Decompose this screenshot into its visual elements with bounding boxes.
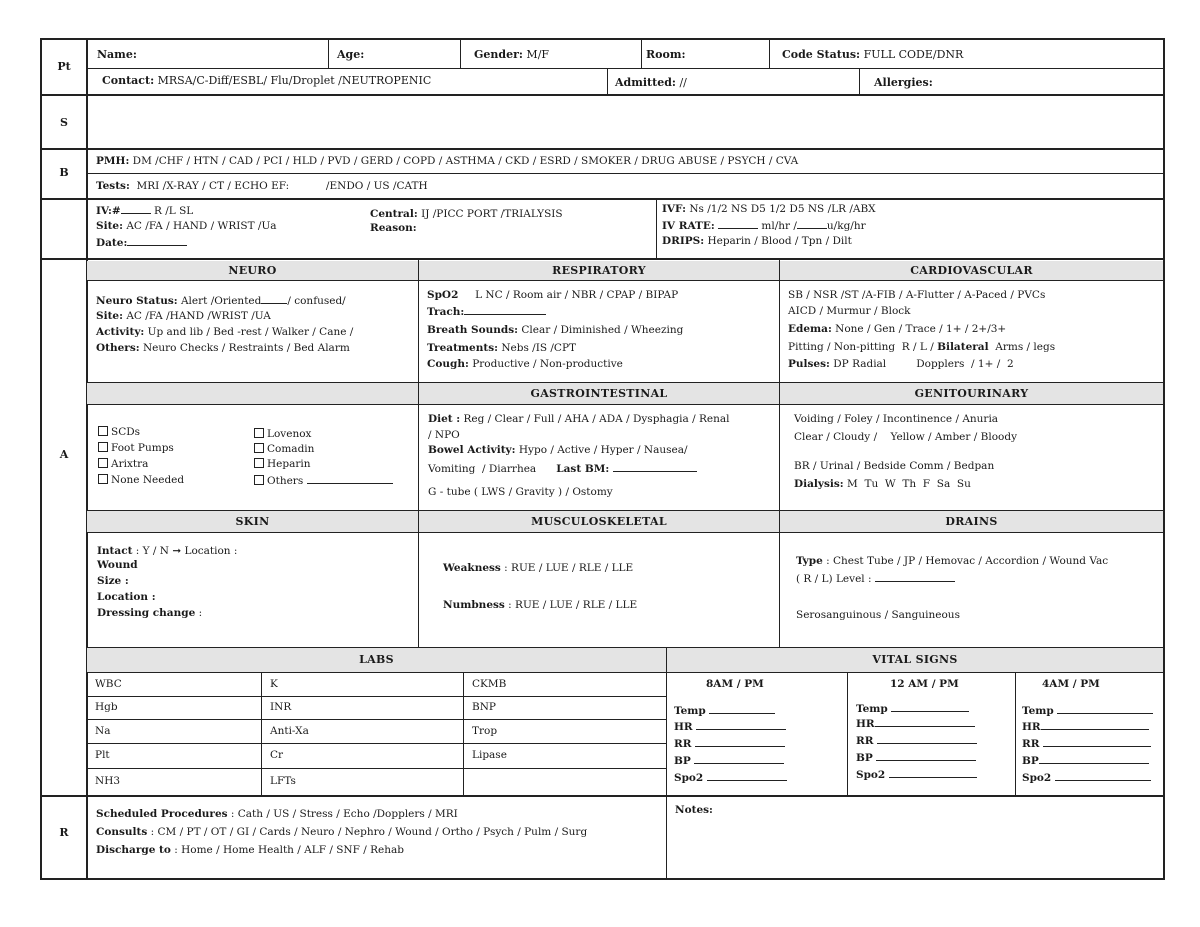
cardio-bilateral-label: Bilateral [937,341,989,353]
scheduled-procedures [96,808,458,821]
neuro-header: NEURO [87,261,418,280]
gu-dialysis-value: M Tu W Th F Sa Su [843,478,971,490]
skin-intact [97,545,237,558]
dvt-checkbox-arixtra[interactable] [98,458,148,471]
central-label: Central: [370,208,418,220]
checkbox-icon[interactable] [98,426,108,436]
admitted-value: // [675,76,687,89]
dvt-checkbox-comadin[interactable] [254,443,314,456]
drains-level [796,572,955,586]
cardio-pitting [788,341,1055,354]
admitted-field [615,76,687,89]
contact-field [102,74,431,87]
cardio-pulses [788,358,1014,371]
scheduled-procedures-value: : Cath / US / Stress / Echo /Dopplers / MRI [227,808,458,820]
vitals-field: RR [856,734,977,748]
lab-cell: NH3 [95,775,121,787]
vitals-field: BP [856,751,976,765]
gender-value: M/F [522,48,550,61]
section-s-label: S [60,116,68,129]
checkbox-icon[interactable] [254,428,264,438]
lab-cell: INR [270,701,292,713]
musc-numbness-label: Numbness [443,599,505,611]
gi-bowel [428,444,688,457]
lab-cell: Anti-Xa [270,725,309,737]
gi-diet [428,413,730,426]
vitals-field: Temp [674,704,775,718]
resp-treatments-value: Nebs /IS /CPT [497,342,577,354]
resp-spo2 [427,289,678,302]
cardio-edema-value: None / Gen / Trace / 1+ / 2+/3+ [831,323,1007,335]
resp-trach-label: Trach: [427,306,465,318]
drains-type [796,555,1108,568]
section-b-label: B [59,166,69,179]
neuro-others-value: Neuro Checks / Restraints / Bed Alarm [139,342,350,354]
checkbox-icon[interactable] [254,458,264,468]
gi-vomiting [428,462,697,476]
musc-numbness-value: : RUE / LUE / RLE / LLE [504,599,638,611]
labs-header: LABS [87,648,666,672]
musc-numbness [443,599,637,612]
tests-field [96,180,428,193]
code-status-field [782,48,963,61]
resp-spo2-label: SpO2 [427,289,459,301]
gu-color: Clear / Cloudy / Yellow / Amber / Bloody [794,431,1018,443]
iv-date-label: Date: [96,237,128,249]
skin-dressing [97,607,202,620]
drips-field [662,235,852,248]
resp-breath [427,324,683,337]
resp-breath-value: Clear / Diminished / Wheezing [518,324,684,336]
tests-label: Tests: [96,180,130,192]
dvt-checkbox-others[interactable] [254,474,393,488]
consults [96,826,587,839]
vitals-field: Temp [856,702,969,716]
gi-bowel-value: Hypo / Active / Hyper / Nausea/ [515,444,688,456]
contact-value: MRSA/C-Diff/ESBL/ Flu/Droplet /NEUTROPENIC [154,74,432,87]
reason-label: Reason: [370,222,417,234]
drains-level-label: ( R / L) Level : [796,573,872,585]
discharge-to-value: : Home / Home Health / ALF / SNF / Rehab [170,844,404,856]
iv-date-field [96,236,187,250]
tests-value: MRI /X-RAY / CT / ECHO EF: /ENDO / US /CATH [129,180,428,192]
lab-cell: LFTs [270,775,296,787]
pmh-label: PMH: [96,155,130,167]
discharge-to-label: Discharge to [96,844,171,856]
scheduled-procedures-label: Scheduled Procedures [96,808,228,820]
drips-label: DRIPS: [662,235,705,247]
gi-vomiting-value: Vomiting / Diarrhea [428,463,537,475]
gi-gtube: G - tube ( LWS / Gravity ) / Ostomy [428,486,613,498]
gi-diet-value: Reg / Clear / Full / AHA / ADA / Dysphagia / Renal [460,413,730,425]
neuro-others [96,342,350,355]
dvt-checkbox-foot-pumps[interactable] [98,442,174,455]
vitals-field: RR [1022,737,1151,751]
section-pt-label: Pt [57,60,71,73]
vitals-field: Spo2 [674,771,787,785]
dvt-header-blank [87,383,418,404]
resp-breath-label: Breath Sounds: [427,324,519,336]
dvt-left-label: SCDs [111,426,141,438]
dvt-right-label: Heparin [267,458,311,470]
gu-dialysis [794,478,971,491]
ivf-field [662,203,876,216]
neuro-status [96,294,346,308]
lab-cell: Plt [95,749,110,761]
notes-label: Notes: [675,804,713,816]
checkbox-icon[interactable] [98,458,108,468]
iv-number-value: R /L SL [150,205,194,217]
central-field [370,208,563,221]
dvt-right-label: Others [267,475,304,487]
skin-wound: Wound [97,559,138,571]
pmh-value: DM /CHF / HTN / CAD / PCI / HLD / PVD / GERD / COPD / ASTHMA / CKD / ESRD / SMOKER / DRUG ABUSE / PSYCH / CVA [129,155,799,167]
vitals-time-col1: 8AM / PM [706,678,764,690]
vitals-field: RR [674,737,785,751]
vitals-field: Spo2 [856,768,977,782]
gi-lastbm-label: Last BM: [556,463,610,475]
vitals-field: BP [674,754,784,768]
neuro-activity-label: Activity: [96,326,145,338]
checkbox-icon[interactable] [98,442,108,452]
iv-rate-label: IV RATE: [662,220,715,232]
report-sheet [40,38,1165,880]
name-label: Name: [97,48,137,61]
iv-number-label: IV:# [96,205,121,217]
dvt-left-label: Foot Pumps [111,442,174,454]
resp-cough [427,358,623,371]
consults-value: : CM / PT / OT / GI / Cards / Neuro / Nephro / Wound / Ortho / Psych / Pulm / Surg [147,826,588,838]
neuro-site-label: Site: [96,310,123,322]
gender-label: Gender: [474,48,523,61]
iv-rate-field [662,219,866,233]
respiratory-header: RESPIRATORY [419,261,779,280]
gu-voiding: Voiding / Foley / Incontinence / Anuria [794,413,999,425]
checkbox-icon[interactable] [98,474,108,484]
skin-dressing-value: : [195,607,203,619]
code-status-label: Code Status: [782,48,861,61]
vitals-time-col2: 12 AM / PM [890,678,959,690]
iv-rate-mid: ml/hr / [758,220,797,232]
lab-cell: WBC [95,678,122,690]
lab-cell: Cr [270,749,284,761]
lab-cell: BNP [472,701,496,713]
vitals-field: Temp [1022,704,1153,718]
lab-cell: Trop [472,725,498,737]
musc-weakness-value: : RUE / LUE / RLE / LLE [500,562,634,574]
iv-number-field [96,204,193,218]
admitted-label: Admitted: [615,76,676,89]
cardio-pulses-value: DP Radial Dopplers / 1+ / 2 [829,358,1014,370]
neuro-status-label: Neuro Status: [96,295,178,307]
musc-weakness [443,562,633,575]
resp-cough-label: Cough: [427,358,469,370]
resp-treatments-label: Treatments: [427,342,498,354]
skin-dressing-label: Dressing change [97,607,196,619]
musc-header: MUSCULOSKELETAL [419,511,779,532]
age-label: Age: [337,48,365,61]
dvt-right-label: Comadin [267,443,315,455]
gu-dialysis-label: Dialysis: [794,478,844,490]
iv-site-label: Site: [96,220,123,232]
neuro-others-label: Others: [96,342,140,354]
contact-label: Contact: [102,74,155,87]
dvt-checkbox-none-needed[interactable] [98,474,184,487]
section-a-label: A [59,448,69,461]
central-value: IJ /PICC PORT /TRIALYSIS [417,208,563,220]
gi-diet-label: Diet : [428,413,461,425]
lab-cell: Hgb [95,701,118,713]
musc-weakness-label: Weakness [443,562,501,574]
dvt-checkbox-scds[interactable] [98,426,140,439]
cardio-pulses-label: Pulses: [788,358,830,370]
skin-location: Location : [97,591,156,603]
drains-type-label: Type [796,555,823,567]
vitals-time-col3: 4AM / PM [1042,678,1100,690]
discharge-to [96,844,404,857]
cardio-devices: AICD / Murmur / Block [788,305,911,317]
gender-field [474,48,549,61]
drains-type-value: : Chest Tube / JP / Hemovac / Accordion / Wound Vac [822,555,1109,567]
vitals-field: Spo2 [1022,771,1151,785]
neuro-site [96,310,271,323]
vitals-field: HR [674,720,786,734]
neuro-status-value: Alert /Oriented [177,295,262,307]
resp-spo2-value: L NC / Room air / NBR / CPAP / BIPAP [475,289,679,301]
cardio-edema-label: Edema: [788,323,832,335]
dvt-checkbox-heparin[interactable] [254,458,311,471]
allergies-label: Allergies: [874,76,933,89]
dvt-checkbox-lovenox[interactable] [254,428,311,441]
drains-header: DRAINS [780,511,1163,532]
drains-serosanguinous: Serosanguinous / Sanguineous [796,609,960,621]
vitals-field: HR [856,717,975,731]
resp-treatments [427,342,576,355]
gu-header: GENITOURINARY [780,383,1163,404]
gi-diet-npo: / NPO [428,429,460,441]
resp-cough-value: Productive / Non-productive [468,358,623,370]
lab-cell: CKMB [472,678,507,690]
vitals-field: BP [1022,754,1149,768]
skin-size: Size : [97,575,129,587]
neuro-activity-value: Up and lib / Bed -rest / Walker / Cane / [144,326,354,338]
room-label: Room: [646,48,686,61]
checkbox-icon[interactable] [254,443,264,453]
lab-cell: Lipase [472,749,507,761]
skin-intact-value: : Y / N ➞ Location : [132,545,238,557]
dvt-right-label: Lovenox [267,428,312,440]
neuro-site-value: AC /FA /HAND /WRIST /UA [122,310,271,322]
cardio-header: CARDIOVASCULAR [780,261,1163,280]
vitals-header: VITAL SIGNS [667,648,1163,672]
consults-label: Consults [96,826,148,838]
lab-cell: Na [95,725,111,737]
pmh-field [96,155,798,168]
ivf-label: IVF: [662,203,687,215]
gi-bowel-label: Bowel Activity: [428,444,516,456]
cardio-edema [788,323,1006,336]
cardio-rhythm: SB / NSR /ST /A-FIB / A-Flutter / A-Paced / PVCs [788,289,1046,301]
gi-header: GASTROINTESTINAL [419,383,779,404]
gu-collection: BR / Urinal / Bedside Comm / Bedpan [794,460,995,472]
dvt-left-label: Arixtra [111,458,149,470]
skin-intact-label: Intact [97,545,133,557]
ivf-value: Ns /1/2 NS D5 1/2 D5 NS /LR /ABX [686,203,876,215]
neuro-status-tail: / confused/ [287,295,346,307]
section-r-label: R [59,826,69,839]
iv-site-value: AC /FA / HAND / WRIST /Ua [122,220,277,232]
iv-site-field [96,220,277,233]
skin-header: SKIN [87,511,418,532]
iv-rate-unit: u/kg/hr [826,220,866,232]
cardio-bilateral-tail: Arms / legs [988,341,1056,353]
vitals-field: HR [1022,720,1149,734]
lab-cell: K [270,678,278,690]
dvt-left-label: None Needed [111,474,185,486]
code-status-value: FULL CODE/DNR [860,48,964,61]
resp-trach [427,305,546,319]
drips-value: Heparin / Blood / Tpn / Dilt [704,235,852,247]
checkbox-icon[interactable] [254,475,264,485]
neuro-activity [96,326,353,339]
cardio-pitting-value: Pitting / Non-pitting R / L / [788,341,938,353]
